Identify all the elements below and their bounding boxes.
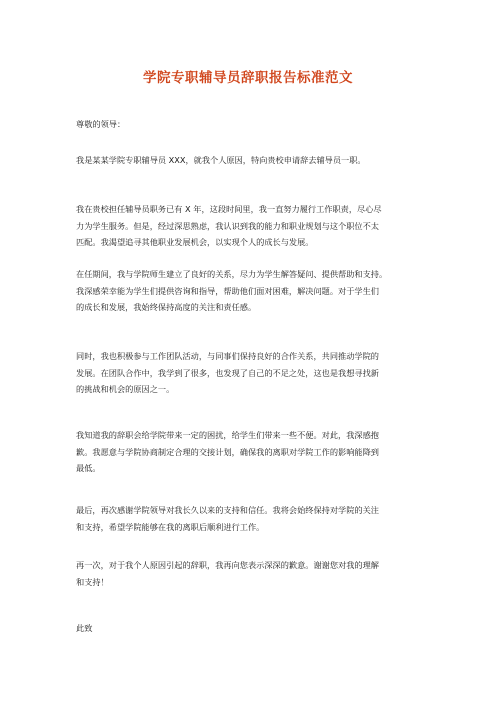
paragraph-1: 我是某某学院专职辅导员 XXX，就我个人原因，特向贵校申请辞去辅导员一职。 [76,155,366,165]
paragraph-3: 在任期间，我与学院师生建立了良好的关系，尽力为学生解答疑问、提供帮助和支持。 我深感荣幸能为学生们提供咨询和指导，帮助他们面对困难，解决问题。对于学生们 的成长和发展，我始终保持高度的关注和责任感。 [76,269,388,312]
paragraph-7: 再一次，对于我个人原因引起的辞职，我再向您表示深深的歉意。谢谢您对我的理解 和支持！ [76,560,379,587]
paragraph-6: 最后，再次感谢学院领导对我长久以来的支持和信任。我将会始终保持对学院的关注 和支持，希望学院能够在我的离职后顺利进行工作。 [76,505,379,532]
closing: 此致 [76,623,93,633]
paragraph-2: 我在贵校担任辅导员职务已有 X 年，这段时间里，我一直努力履行工作职责，尽心尽 力为学生服务。但是，经过深思熟虑，我认识到我的能力和职业规划与这个职位不太 匹配。我渴望追寻其他职业发展机会，以实现个人的成长与发展。 [76,204,382,247]
salutation: 尊敬的领导： [76,119,126,129]
paragraph-5: 我知道我的辞职会给学院带来一定的困扰，给学生们带来一些不便。对此，我深感抱 歉。我愿意与学院协商制定合理的交接计划，确保我的离职对学院工作的影响能降到 最低。 [76,430,379,473]
paragraph-4: 同时，我也积极参与工作团队活动，与同事们保持良好的合作关系，共同推动学院的 发展。在团队合作中，我学到了很多，也发现了自己的不足之处，这也是我想寻找新 的挑战和机会的原因之一。 [76,351,379,394]
document-title: 学院专职辅导员辞职报告标准范文 [143,70,353,86]
